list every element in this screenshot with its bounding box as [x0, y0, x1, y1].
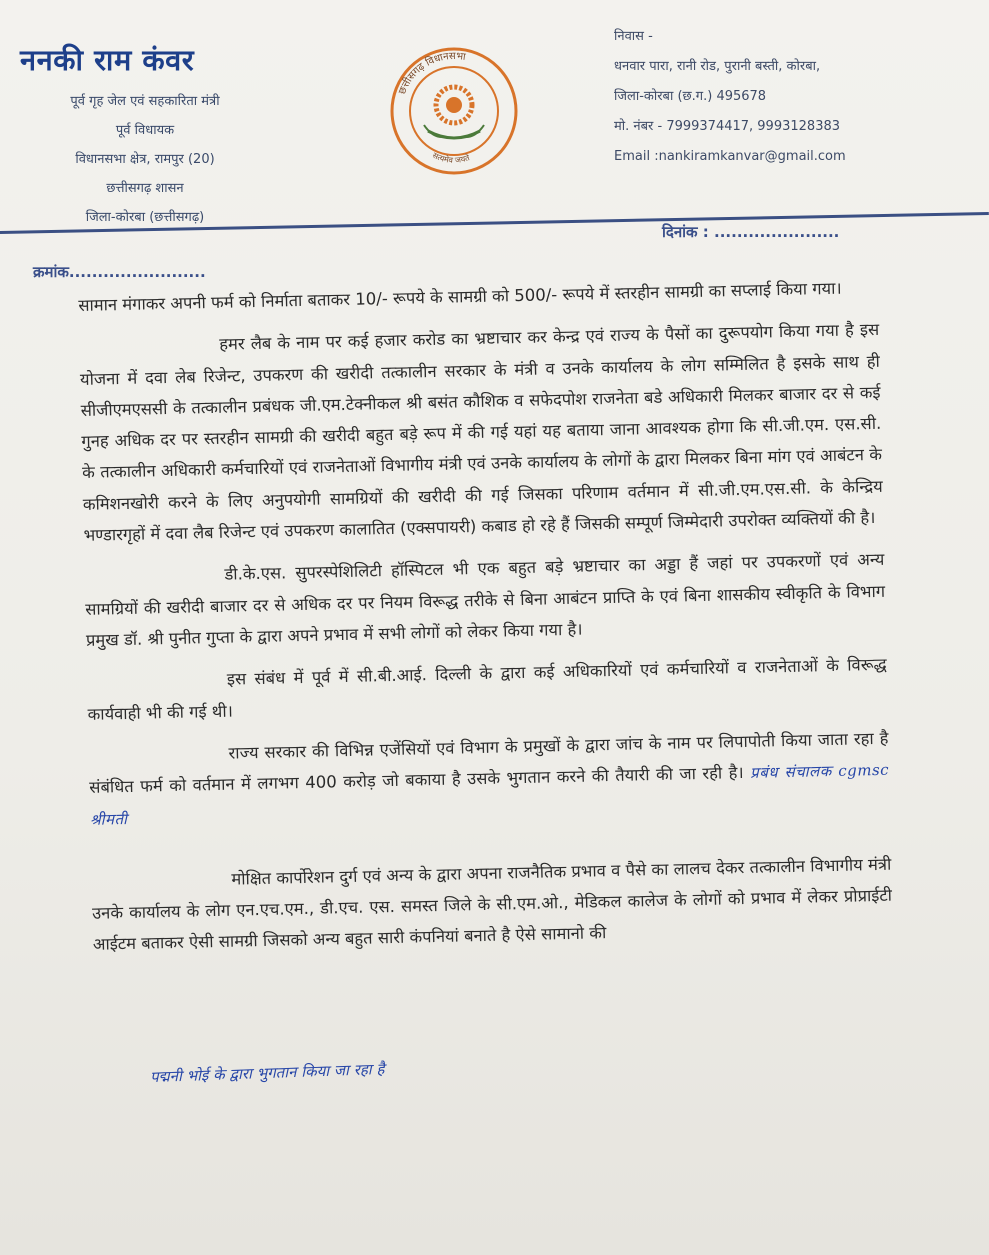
state: छत्तीसगढ़ शासन: [106, 181, 184, 196]
assembly-seal-icon: [388, 45, 520, 177]
phone-number: मो. नंबर - 7999374417, 9993128383: [614, 119, 841, 134]
designation-2: पूर्व विधायक: [115, 123, 175, 138]
address-line-1: धनवार पारा, रानी रोड, पुरानी बस्ती, कोरबा,: [614, 59, 821, 74]
address-label: निवास -: [614, 29, 653, 44]
date-label: दिनांक : ......................: [662, 223, 840, 241]
paragraph-1: सामान मंगाकर अपनी फर्म को निर्माता बताकर 10/- रूपये के सामग्री को 500/- रूपये में स्तरहीन सामग्री का सप्लाई किया गया।: [78, 278, 842, 315]
letterhead-left: [20, 40, 270, 232]
letterhead-right: [614, 22, 974, 172]
district: जिला-कोरबा (छत्तीसगढ़): [85, 210, 205, 225]
letter-body: [78, 272, 893, 972]
paragraph-5-text: राज्य सरकार की विभिन्न एजेंसियों एवं विभाग के प्रमुखों के द्वारा जांच के नाम पर लिपापोती किया जाता रहा है संबंधित फर्म को वर्तमान में लगभग 400 करोड़ जो बकाया है उसके भुगतान करने की तैयारी की जा रही है।: [89, 728, 889, 798]
address-line-2: जिला-कोरबा (छ.ग.) 495678: [614, 89, 767, 104]
paragraph-6: मोक्षित कार्पोरेशन दुर्ग एवं अन्य के द्वारा अपना राजनैतिक प्रभाव व पैसे का लालच देकर तत्कालीन विभागीय मंत्री उनके कार्यालय के लोग एन.एच.एम., डी.एच. एस. समस्त जिले के सी.एम.ओ., मेडिकल कालेज के लोगों को प्रभाव में लेकर प्रोप्राईटी आईटम बताकर ऐसी सामग्री जिसको अन्य बहुत सारी कंपनियां बनाते है ऐसे सामानो की: [91, 854, 893, 955]
seal-text-top: छत्तीसगढ़ विधानसभा: [397, 50, 467, 97]
handwritten-note-1: प्रबंध संचालक cgmsc श्रीमती: [89, 760, 890, 830]
handwritten-note-2: पद्मनी भोई के द्वारा भुगतान किया जा रहा है: [149, 1059, 385, 1087]
paragraph-2: हमर लैब के नाम पर कई हजार करोड का भ्रष्टाचार कर केन्द्र एवं राज्य के पैसों का दुरूपयोग किया गया है इस योजना में दवा लेब रिजेन्ट, उपकरण की खरीदी तत्कालीन सरकार के मंत्री व उनके कार्यालय के लोग सम्मिलित है इसके साथ ही सीजीएमएससी के तत्कालीन प्रबंधक जी.एम.टेक्नीकल श्री बसंत कौशिक व सफेदपोश राजनेता बडे अधिकारी मिलकर बाजार दर से कई गुनह अधिक दर पर स्तरहीन सामग्री की खरीदी बहुत बड़े रूप में की गई यहां यह बताया जाना आवश्यक होगा कि सी.जी.एम. एस.सी. के तत्कालीन अधिकारी कर्मचारियों एवं राजनेताओं विभागीय मंत्री एवं उनके कार्यालय के लोगों के द्वारा मिलकर बिना मांग एवं आबंटन के कमिशनखोरी करने के लिए अनुपयोगी सामग्रियों की खरीदी की गई जिसका परिणाम वर्तमान में सी.जी.एम.एस.सी. के केन्द्रिय भण्डारगृहों में दवा लैब रिजेन्ट एवं उपकरण कालातित (एक्सपायरी) कबाड हो रहे हैं जिसकी सम्पूर्ण जिम्मेदारी उपरोक्त व्यक्तियों की है।: [79, 320, 883, 546]
sender-name: ननकी राम कंवर: [20, 43, 195, 77]
ref-number-label: क्रमांक........................: [33, 263, 206, 281]
designation-1: पूर्व गृह जेल एवं सहकारिता मंत्री: [70, 94, 220, 109]
constituency: विधानसभा क्षेत्र, रामपुर (20): [75, 152, 215, 167]
seal-text-bottom: सत्यमेव जयते: [431, 150, 471, 165]
paragraph-4: इस संबंध में पूर्व में सी.बी.आई. दिल्ली के द्वारा कई अधिकारियों एवं कर्मचारियों व राजनेताओं के विरूद्ध कार्यवाही भी की गई थी।: [87, 655, 887, 724]
paragraph-3: डी.के.एस. सुपरस्पेशिलिटी हॉस्पिटल भी एक बहुत बड़े भ्रष्टाचार का अड्डा हैं जहां पर उपकरणों एवं अन्य सामग्रियों की खरीदी बाजार दर से अधिक दर पर नियम विरूद्ध तरीके से बिना आबंटन प्राप्ति के एवं बिना शासकीय स्वीकृति के विभाग प्रमुख डॉ. श्री पुनीत गुप्ता के द्वारा अपने प्रभाव में सभी लोगों को लेकर किया गया है।: [85, 550, 886, 650]
email-address: Email :nankiramkanvar@gmail.com: [614, 149, 846, 164]
paragraph-5: [88, 723, 890, 837]
